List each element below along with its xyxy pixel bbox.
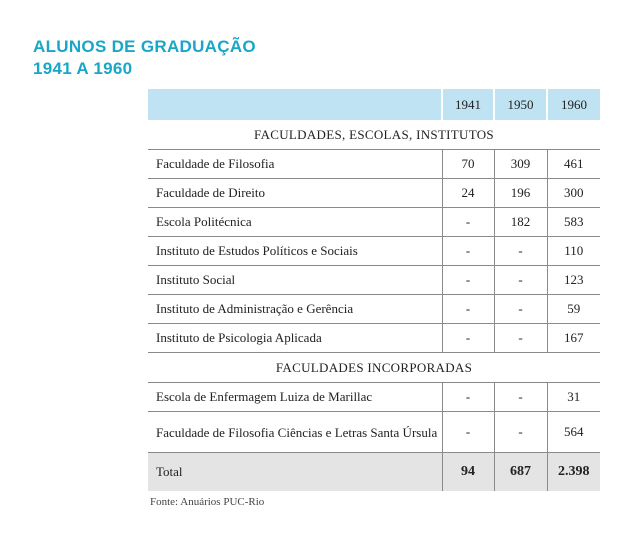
- total-1950: 687: [494, 453, 547, 492]
- cell-1950: 309: [494, 150, 547, 179]
- cell-1941: -: [442, 324, 494, 353]
- year-header-1960: 1960: [547, 89, 600, 120]
- cell-1960: 564: [547, 412, 600, 453]
- table-row: [148, 383, 600, 412]
- row-label: Faculdade de Filosofia: [148, 150, 442, 179]
- cell-1950: -: [494, 237, 547, 266]
- row-label: Instituto de Estudos Políticos e Sociais: [148, 237, 442, 266]
- page-title: [33, 36, 256, 80]
- table-row: [148, 412, 600, 453]
- section-heading-row: [148, 120, 600, 150]
- title-line-2: 1941 A 1960: [33, 59, 133, 78]
- cell-1941: -: [442, 266, 494, 295]
- total-1941: 94: [442, 453, 494, 492]
- cell-1941: -: [442, 295, 494, 324]
- cell-1960: 461: [547, 150, 600, 179]
- table-row: [148, 208, 600, 237]
- table-row: [148, 266, 600, 295]
- header-blank-cell: [148, 89, 442, 120]
- row-label: Faculdade de Filosofia Ciências e Letras Santa Úrsula: [148, 412, 442, 453]
- table-header-row: [148, 89, 600, 120]
- row-label: Instituto de Psicologia Aplicada: [148, 324, 442, 353]
- cell-1950: 196: [494, 179, 547, 208]
- table-row: [148, 179, 600, 208]
- table-row: [148, 324, 600, 353]
- cell-1950: -: [494, 266, 547, 295]
- cell-1950: -: [494, 324, 547, 353]
- total-1960: 2.398: [547, 453, 600, 492]
- cell-1941: -: [442, 237, 494, 266]
- cell-1960: 59: [547, 295, 600, 324]
- cell-1960: 110: [547, 237, 600, 266]
- section-heading: FACULDADES INCORPORADAS: [148, 353, 600, 383]
- row-label: Faculdade de Direito: [148, 179, 442, 208]
- title-line-1: ALUNOS DE GRADUAÇÃO: [33, 37, 256, 56]
- row-label: Escola Politécnica: [148, 208, 442, 237]
- section-heading-row: [148, 353, 600, 383]
- cell-1941: -: [442, 383, 494, 412]
- cell-1950: -: [494, 383, 547, 412]
- source-note: Fonte: Anuários PUC-Rio: [150, 496, 265, 508]
- year-header-1941: 1941: [442, 89, 494, 120]
- cell-1960: 31: [547, 383, 600, 412]
- cell-1941: 70: [442, 150, 494, 179]
- cell-1941: -: [442, 208, 494, 237]
- total-row: [148, 453, 600, 492]
- table-row: [148, 295, 600, 324]
- row-label: Instituto Social: [148, 266, 442, 295]
- cell-1960: 300: [547, 179, 600, 208]
- cell-1960: 167: [547, 324, 600, 353]
- table-row: [148, 150, 600, 179]
- cell-1950: -: [494, 295, 547, 324]
- enrollment-table: [148, 89, 600, 491]
- row-label: Instituto de Administração e Gerência: [148, 295, 442, 324]
- section-heading: FACULDADES, ESCOLAS, INSTITUTOS: [254, 126, 494, 142]
- cell-1950: 182: [494, 208, 547, 237]
- year-header-1950: 1950: [494, 89, 547, 120]
- cell-1941: -: [442, 412, 494, 453]
- cell-1960: 583: [547, 208, 600, 237]
- row-label: Escola de Enfermagem Luiza de Marillac: [148, 383, 442, 412]
- cell-1950: -: [494, 412, 547, 453]
- cell-1960: 123: [547, 266, 600, 295]
- cell-1941: 24: [442, 179, 494, 208]
- total-label: Total: [148, 453, 442, 492]
- table-row: [148, 237, 600, 266]
